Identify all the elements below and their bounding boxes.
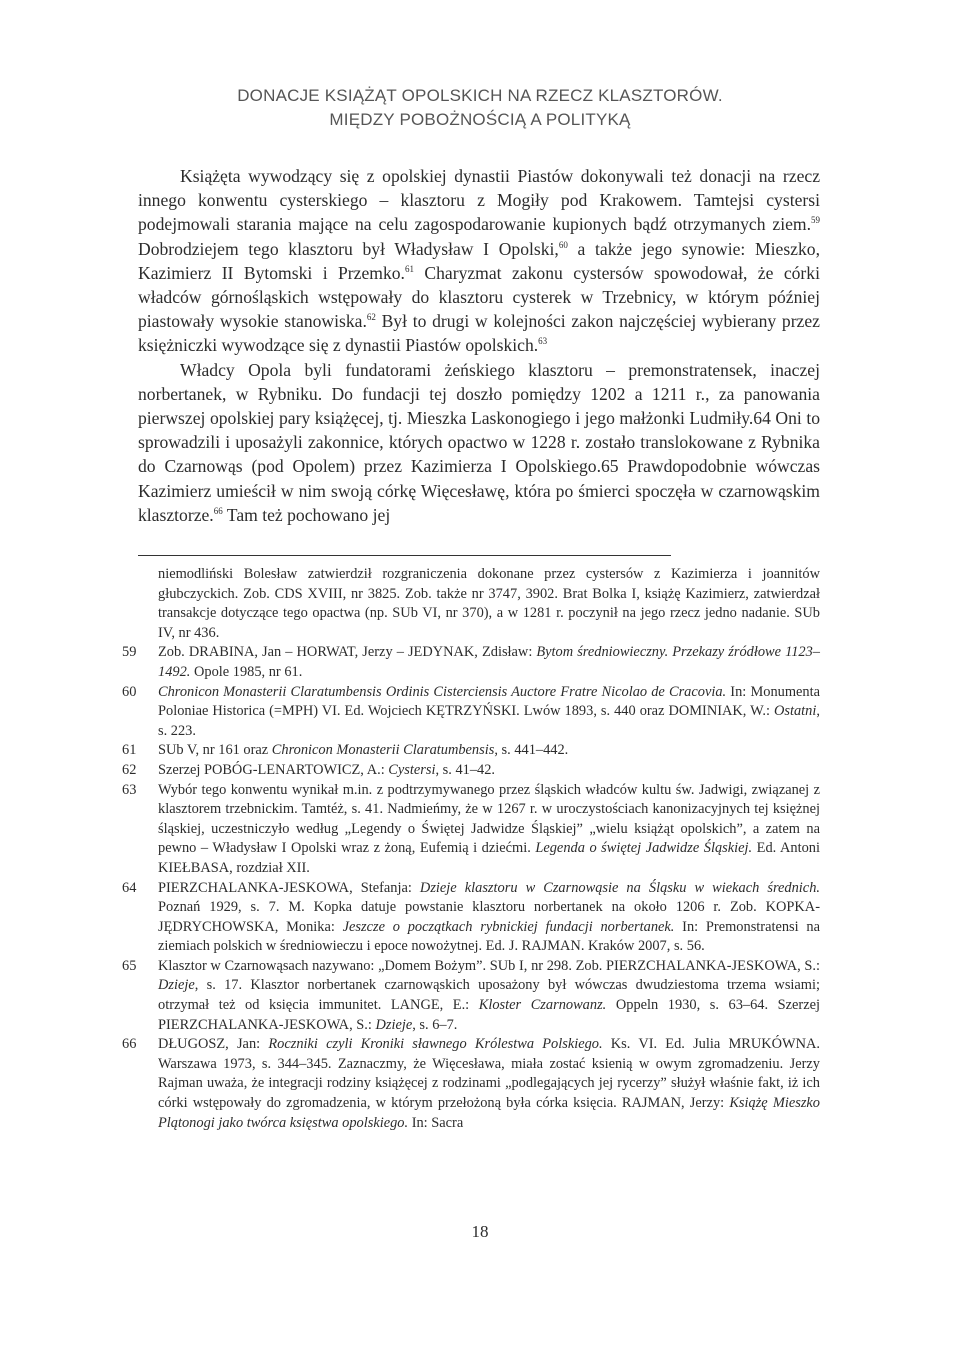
- text-run: Opole 1985, nr 61.: [190, 663, 303, 680]
- text-run: a także jego synowie: Mieszko, Kazimierz II Bytomski i Przemko.: [138, 238, 820, 283]
- footnote-number: 60: [122, 683, 137, 700]
- title-italic: Bytom średniowieczny. Przekazy źródłowe 1123–1492.: [158, 644, 820, 680]
- footnote-62: [122, 761, 820, 781]
- title-italic: Dzieje: [158, 977, 195, 994]
- page-number: 18: [471, 1222, 489, 1241]
- text-run: SUb V, nr 161 oraz: [158, 742, 272, 759]
- main-text: [138, 164, 820, 527]
- text-run: Oppeln 1930, s. 63–64. Szerzej PIERZCHALANKA-JESKOWA, S.:: [158, 997, 820, 1033]
- text-run: Charyzmat zakonu cystersów spowodował, że córki władców górnośląskich wstępowały do klasztoru cysterek w Trzebnicy, w którym później piastowały wysokie stanowiska.: [138, 262, 820, 332]
- text-run: Ed. Antoni KIEŁBASA, rozdział XII.: [158, 840, 820, 876]
- footnote-ref-61[interactable]: 61: [404, 263, 414, 274]
- footnotes: [122, 565, 820, 1133]
- text-run: DŁUGOSZ, Jan:: [158, 1036, 269, 1053]
- paragraph-2: [138, 358, 820, 527]
- title-italic: Cystersi: [388, 761, 436, 778]
- title-italic: Dzieje klasztoru w Czarnowąsie na Śląsku w wiekach średnich.: [419, 879, 820, 896]
- title-italic: Książę Mieszko Plątonogi jako twórca księstwa opolskiego.: [158, 1095, 820, 1131]
- footnote-divider: [138, 555, 671, 556]
- text-run: In: Premonstratensi na ziemiach polskich w średniowieczu i epoce nowożytnej. Ed. J. RAJMAN. Kraków 2007, s. 56.: [158, 918, 821, 955]
- footnote-number: 63: [122, 781, 137, 798]
- footnote-ref-63[interactable]: 63: [538, 336, 548, 347]
- title-italic: Chronicon Monasterii Claratumbensis Ordinis Cisterciensis Auctore Fratre Nicolao de Cracovia.: [158, 683, 727, 700]
- text-run: PIERZCHALANKA-JESKOWA, Stefanja:: [158, 879, 420, 896]
- footnote-ref-59[interactable]: 59: [811, 215, 820, 226]
- footnote-ref-60[interactable]: 60: [558, 239, 568, 250]
- text-run: Klasztor w Czarnowąsach nazywano: „Domem Bożym”. SUb I, nr 298. Zob. PIERZCHALANKA-JESKOWA, S.:: [158, 957, 820, 974]
- text-run: Szerzej POBÓG-LENARTOWICZ, A.:: [158, 761, 389, 778]
- paragraph-1: [138, 164, 820, 358]
- text-run: , s. 6–7.: [412, 1016, 458, 1033]
- footnote-number: 59: [122, 644, 137, 661]
- footnote-63: [122, 781, 820, 879]
- footnote-number: 62: [122, 761, 137, 778]
- title-italic: Jeszcze o początkach rybnickiej fundacji norbertanek.: [342, 918, 675, 935]
- footnote-60: [122, 683, 820, 742]
- text-run: Był to drugi w kolejności zakon najczęściej wybierany przez księżniczki wywodzące się z dynastii Piastów opolskich.: [138, 311, 820, 356]
- title-italic: Dzieje: [375, 1016, 413, 1033]
- text-run: Władcy Opola byli fundatorami żeńskiego klasztoru – premonstratensek, inaczej norbertanek, w Rybniku. Do fundacji tej doszło pomiędzy 1202 a 1211 r., za panowania pierwszej opolskiej pary książęcej, tj. Mieszka Laskonogiego i jego małżonki Ludmiły.64 Oni to sprowadzili i uposażyli zakonnice, których opactwo w 1228 r. zostało translokowane z Rybnika do Czarnowąs (pod Opolem) przez Kazimierza I Opolskiego.65 Prawdopodobnie wówczas Kazimierz umieścił w nim swoją córkę Więcesławę, która po śmierci spoczęła w czarnowąskim klasztorze.: [138, 359, 820, 525]
- footnote-ref-66[interactable]: 66: [213, 505, 223, 516]
- footnote-66: [122, 1035, 820, 1133]
- text-run: , s. 223.: [158, 703, 820, 739]
- footnote-65: [122, 957, 820, 1035]
- text-run: niemodliński Bolesław zatwierdził rozgraniczenia dokonane przez cystersów z Kazimierza i joannitów głubczyckich. Zob. CDS XVIII, nr 3825. Zob. także nr 3747, 3902. Brat Bolka I, książę Kazimierz, zatwierdzał transakcje dotyczące tego opactwa (np. SUb VI, nr 370), a w 1281 r. poczynił na jego rzecz jedno nadanie. SUb IV, nr 436.: [158, 566, 820, 641]
- text-run: , s. 441–442.: [494, 742, 569, 759]
- text-run: Książęta wywodzący się z opolskiej dynastii Piastów dokonywali też donacji na rzecz innego konwentu cysterskiego – klasztoru z Mogiły pod Krakowem. Tamtejsi cystersi podejmowali starania mające na celu zagospodarowanie kupionych bądź otrzymanych ziem.: [138, 166, 820, 235]
- text-run: , s. 41–42.: [435, 761, 496, 778]
- text-run: Dobrodziejem tego klasztoru był Władysław I Opolski,: [138, 238, 559, 259]
- text-run: Zob. DRABINA, Jan – HORWAT, Jerzy – JEDYNAK, Zdisław:: [158, 644, 537, 661]
- title-italic: Legenda o świętej Jadwidze Śląskiej.: [535, 840, 753, 857]
- title-italic: Kloster Czarnowanz.: [478, 997, 607, 1014]
- text-run: Ks. VI. Ed. Julia MRUKÓWNA. Warszawa 1973, s. 344–345. Zaznaczmy, że Więcesława, miała zostać ksienią w owym zgromadzeniu. Jerzy Rajman uważa, że integracji rodziny książęcej z rodzinami „podlegających jej rycerzy” służył właśnie fakt, iż ich córki wstępowały do zgromadzenia, w którym przełożoną była córka księcia. RAJMAN, Jerzy:: [158, 1036, 821, 1112]
- footnote-number: 66: [122, 1036, 137, 1053]
- footnote-continuation: [122, 565, 820, 643]
- text-run: , s. 17. Klasztor norbertanek czarnowąskich uposażony był wówczas dwudziestoma trzema wsiami; otrzymał też od księcia immunitet. LANGE, E.:: [158, 977, 820, 1014]
- text-run: Tam też pochowano jej: [222, 504, 391, 525]
- footnote-number: 61: [122, 742, 137, 759]
- text-run: In: Sacra: [408, 1114, 464, 1131]
- text-run: Wybór tego konwentu wynikał m.in. z podtrzymywanego przez śląskich władców kultu św. Jadwigi, związanej z klasztorem trzebnickim. Tamtéż, s. 41. Nadmieńmy, że w 1267 r. w uroczystościach kanonizacyjnych tej księżnej śląskiej, uczestniczyło według „Legendy o Świętej Jadwidze Śląskiej” „wielu książąt opolskich”, a zatem na pewno – Władysław I Opolski wraz z żoną, Eufemią i dziećmi.: [158, 781, 820, 857]
- title-italic: Ostatni: [774, 703, 817, 720]
- header-line-1: DONACJE KSIĄŻĄT OPOLSKICH NA RZECZ KLASZTORÓW.: [237, 86, 723, 105]
- footnote-64: [122, 879, 820, 957]
- title-italic: Chronicon Monasterii Claratumbensis: [271, 742, 495, 759]
- title-italic: Roczniki czyli Kroniki sławnego Królestwa Polskiego.: [268, 1036, 603, 1053]
- footnote-ref-62[interactable]: 62: [366, 312, 376, 323]
- footnote-number: 65: [122, 957, 137, 974]
- text-run: Poznań 1929, s. 7. M. Kopka datuje powstanie klasztoru norbertanek na około 1206 r. Zob. KOPKA-JĘDRYCHOWSKA, Monika:: [158, 899, 820, 935]
- footnote-number: 64: [122, 879, 137, 896]
- footnote-61: [122, 741, 820, 761]
- header-line-2: MIĘDZY POBOŻNOŚCIĄ A POLITYKĄ: [329, 110, 631, 129]
- running-header: [0, 84, 960, 132]
- footnote-59: [122, 643, 820, 682]
- text-run: In: Monumenta Poloniae Historica (=MPH) VI. Ed. Wojciech KĘTRZYŃSKI. Lwów 1893, s. 440 oraz DOMINIAK, W.:: [158, 683, 820, 720]
